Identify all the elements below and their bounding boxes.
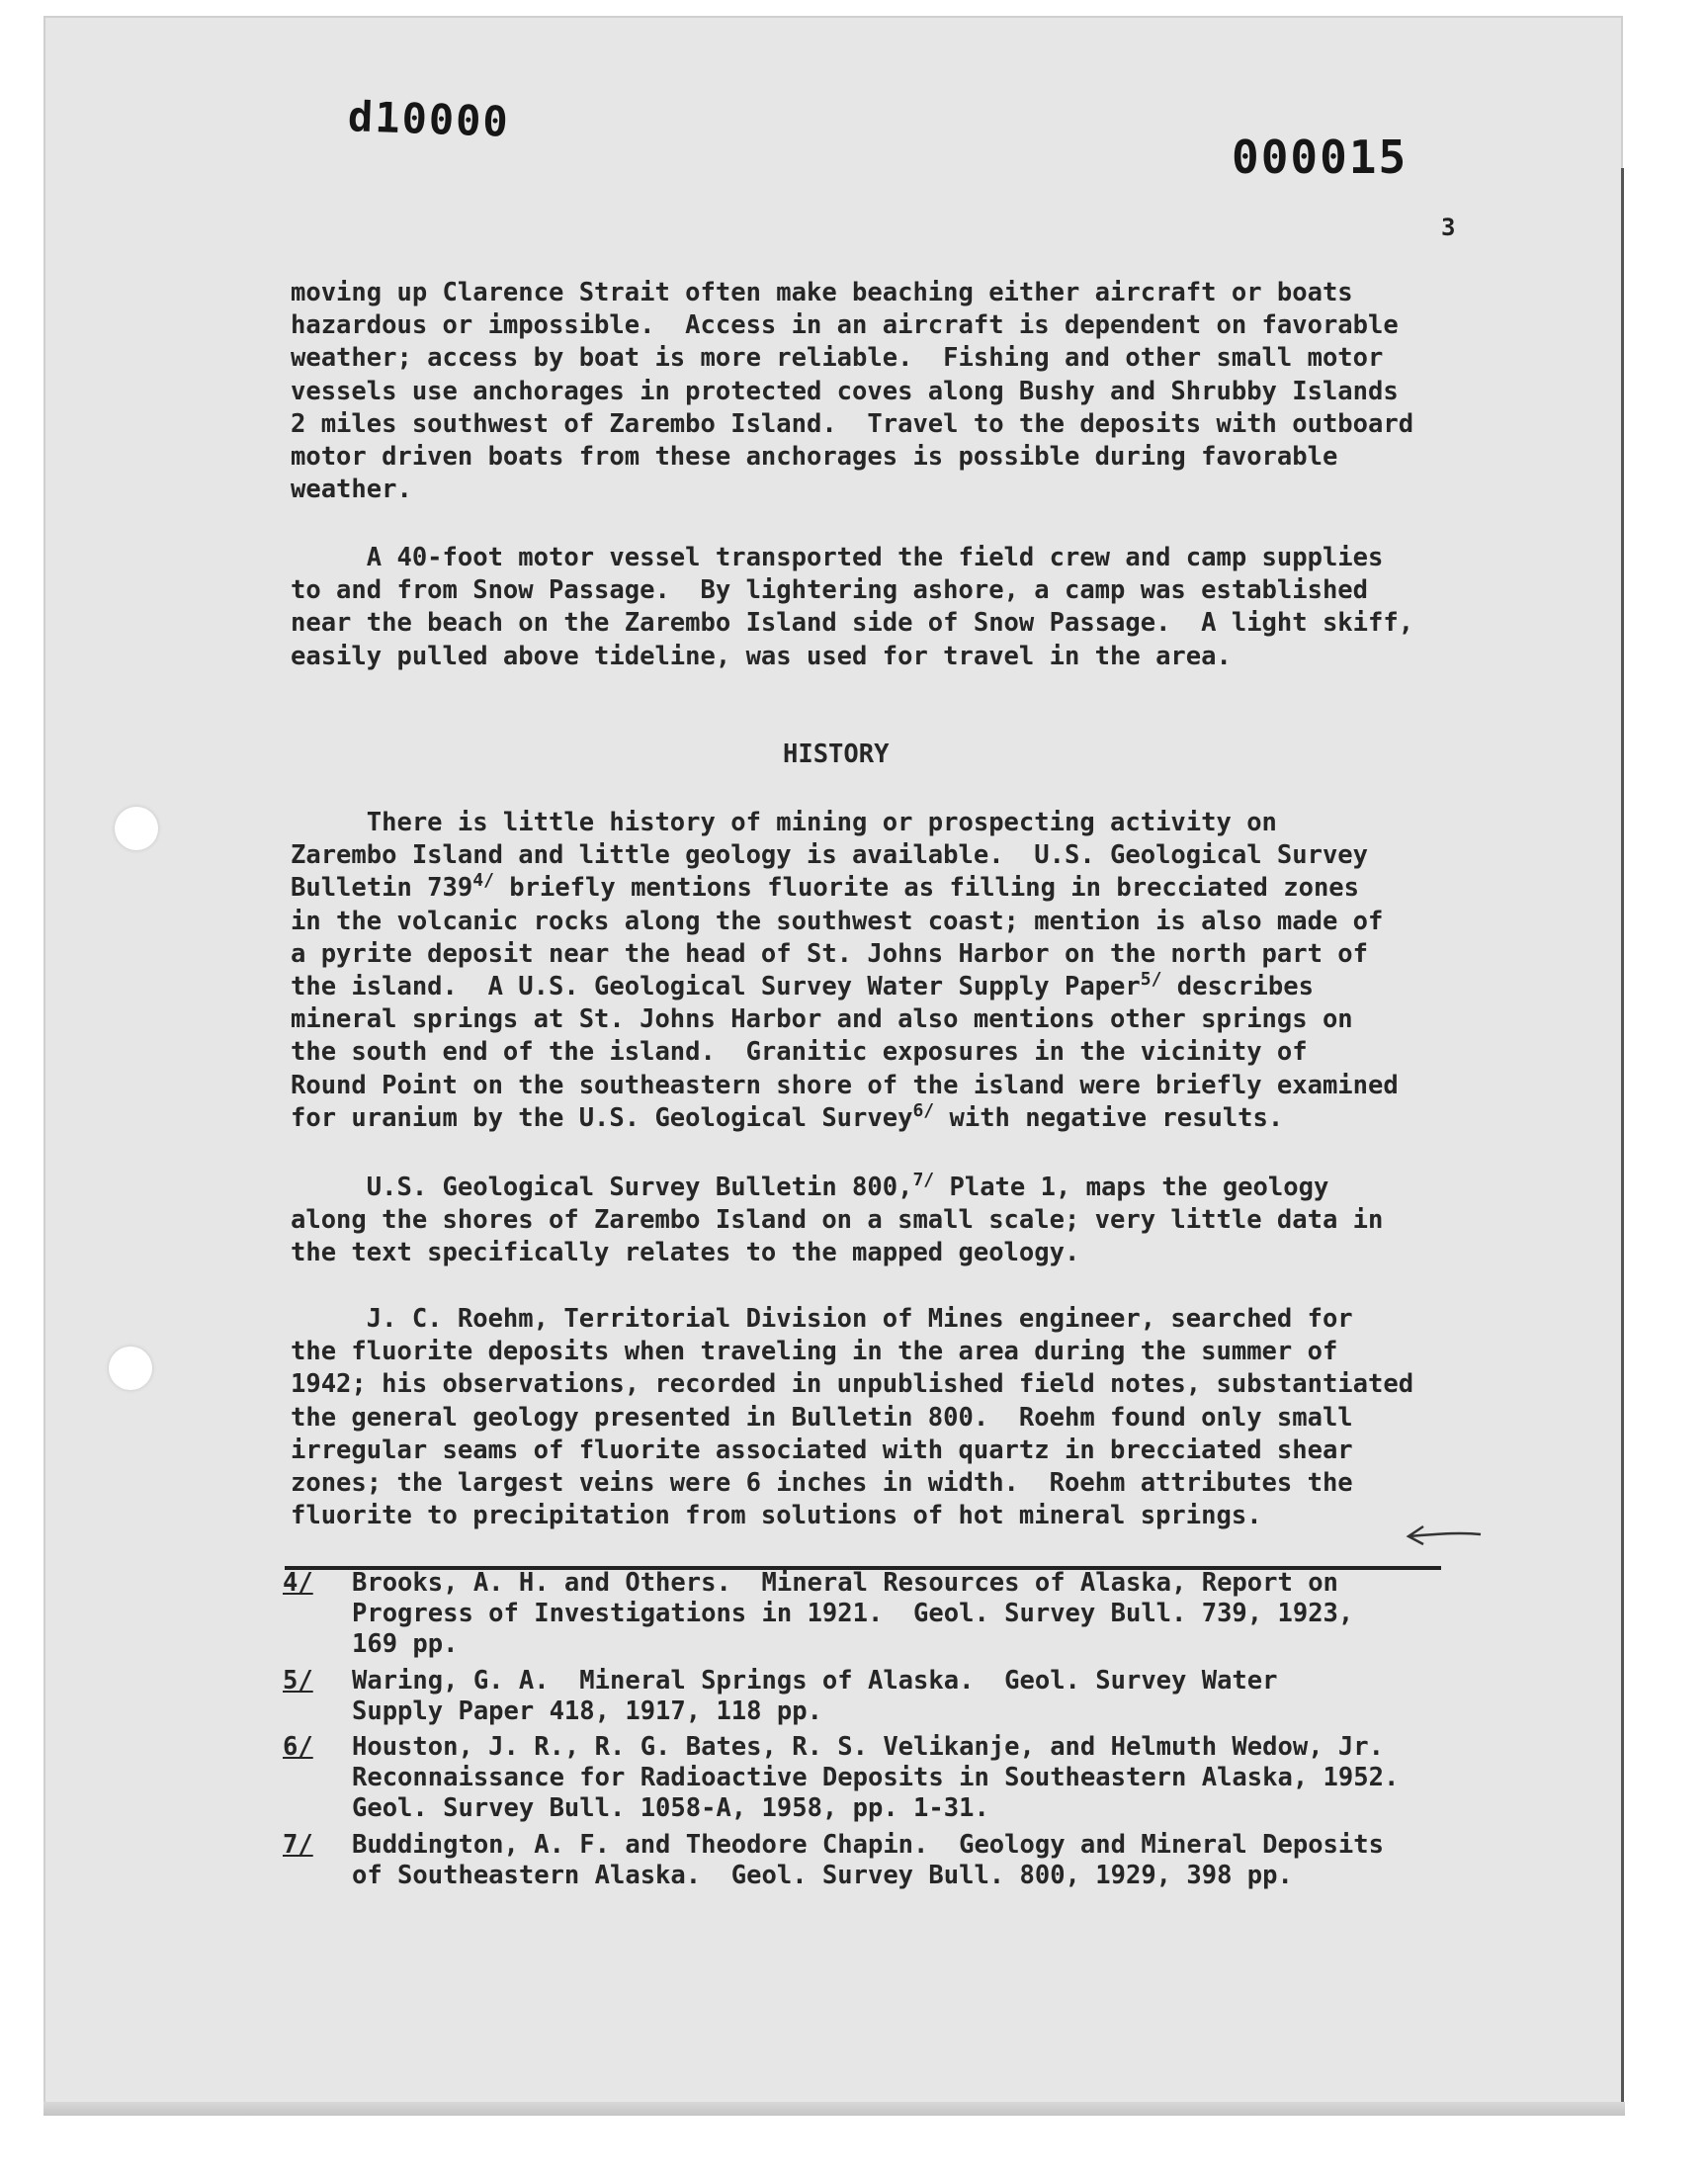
footnote-ref-7: 7/	[912, 1170, 935, 1190]
paragraph-history-part: There is little history of mining or prospecting activity on Zarembo Island and little geology is available. U.S. Geological Survey Bulletin 739	[291, 808, 1369, 904]
paragraph-bulletin-part: Plate 1, maps the geology along the shores of Zarembo Island on a small scale; very little data in the text specifically relates to the mapped geology.	[291, 1173, 1384, 1268]
page-number: 3	[1441, 214, 1456, 241]
footnote-marker: 7/	[283, 1830, 313, 1860]
page-bottom-edge	[43, 2102, 1625, 2116]
paragraph-history-part: briefly mentions fluorite as filling in brecciated zones in the volcanic rocks along the southwest coast; mention is also made of a pyrite deposit near the head of St. Johns Harbor on the north part of the island. A U.S. Geological Survey Water Supply Paper	[291, 873, 1384, 1002]
document-id-stamp-right: 000015	[1232, 130, 1409, 184]
footnote-ref-5: 5/	[1140, 969, 1162, 991]
footnote-text: Buddington, A. F. and Theodore Chapin. Geology and Mineral Deposits of Southeastern Alaska. Geol. Survey Bull. 800, 1929, 398 pp.	[352, 1830, 1384, 1890]
punch-hole-lower	[109, 1347, 152, 1390]
paragraph-bulletin-800	[291, 1172, 1536, 1270]
footnote-ref-6: 6/	[912, 1099, 935, 1121]
paragraph-access: moving up Clarence Strait often make beaching either aircraft or boats hazardous or impossible. Access in an aircraft is dependent on favorable weather; access by boat is more reliable. Fishing and other small motor vessels use anchorages in protected coves along Bushy and Shrubby Islands 2 miles southwest of Zarembo Island. Travel to the deposits with outboard motor driven boats from these anchorages is possible during favorable weather.	[291, 278, 1414, 505]
paragraph-roehm: J. C. Roehm, Territorial Division of Mines engineer, searched for the fluorite deposits when traveling in the area during the summer of 1942; his observations, recorded in unpublished field notes, substantiated the general geology presented in Bulletin 800. Roehm found only small irregular seams of fluorite associated with quartz in brecciated shear zones; the largest veins were 6 inches in width. Roehm attributes the fluorite to precipitation from solutions of hot mineral springs.	[291, 1304, 1414, 1531]
paragraph-bulletin-part: U.S. Geological Survey Bulletin 800,	[291, 1173, 913, 1202]
footnote-text: Waring, G. A. Mineral Springs of Alaska. Geol. Survey Water Supply Paper 418, 1917, 118 pp.	[352, 1666, 1278, 1726]
page-edge-shadow	[1621, 168, 1624, 2116]
paragraph-history-part: describes mineral springs at St. Johns Harbor and also mentions other springs on the south end of the island. Granitic exposures in the vicinity of Round Point on the southeastern shore of the island were briefly examined for uranium by the U.S. Geological Survey	[291, 972, 1399, 1133]
footnote-text: Brooks, A. H. and Others. Mineral Resources of Alaska, Report on Progress of Investigations in 1921. Geol. Survey Bull. 739, 1923, 169 pp.	[352, 1568, 1354, 1659]
paragraph-history-part: with negative results.	[934, 1102, 1284, 1133]
footnote-text: Houston, J. R., R. G. Bates, R. S. Velikanje, and Helmuth Wedow, Jr. Reconnaissance for Radioactive Deposits in Southeastern Alaska, 1952. Geol. Survey Bull. 1058-A, 1958, pp. 1-31.	[352, 1732, 1400, 1823]
punch-hole-upper	[115, 807, 158, 850]
footnote-ref-4: 4/	[472, 870, 494, 892]
paragraph-transport: A 40-foot motor vessel transported the field crew and camp supplies to and from Snow Passage. By lightering ashore, a camp was established near the beach on the Zarembo Island side of Snow Passage. A light skiff, easily pulled above tideline, was used for travel in the area.	[291, 543, 1414, 671]
paragraph-history	[291, 807, 1536, 1135]
section-heading-history: HISTORY	[783, 740, 890, 769]
footnote-marker: 5/	[283, 1666, 313, 1696]
footnote-marker: 4/	[283, 1568, 313, 1598]
footnote-marker: 6/	[283, 1732, 313, 1762]
left-arrow-icon	[1404, 1515, 1483, 1554]
document-id-stamp-left: d10000	[347, 92, 511, 146]
